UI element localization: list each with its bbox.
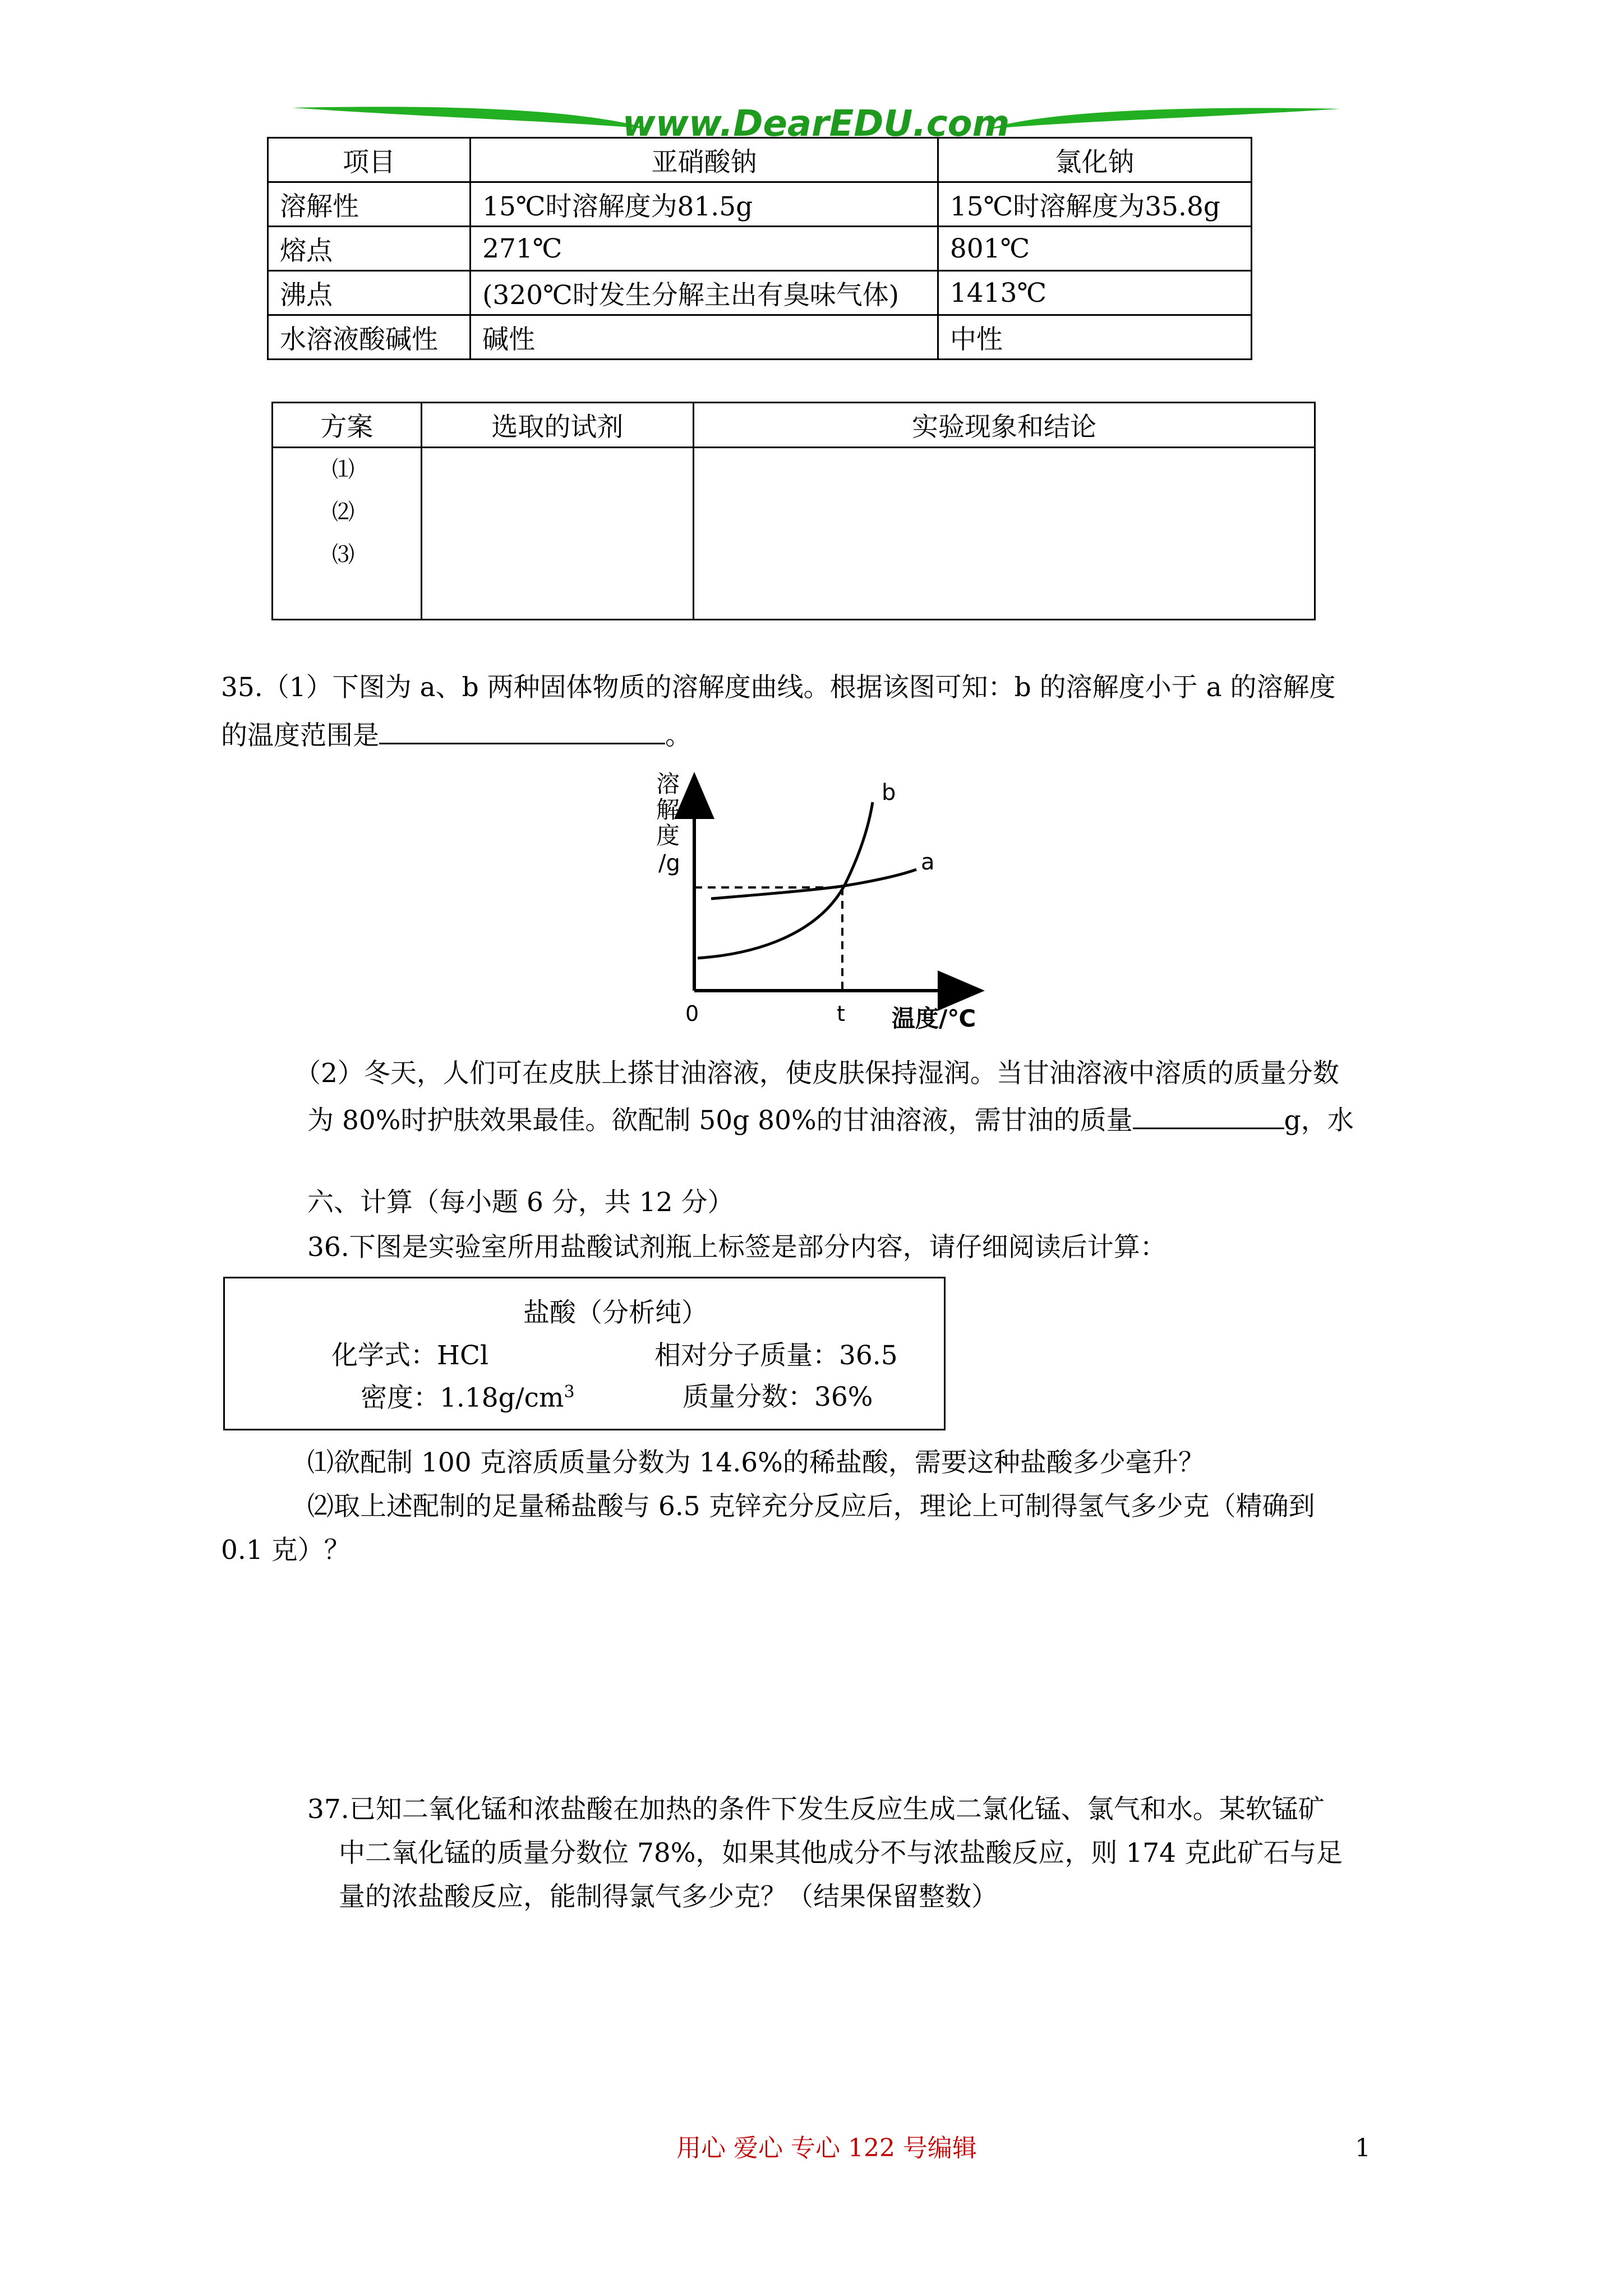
- label-molar-mass: 相对分子质量：36.5: [654, 1340, 898, 1371]
- reagent-blank-cell: [421, 448, 693, 620]
- answer-blank: [379, 718, 665, 744]
- y-label-char: 度: [656, 822, 680, 849]
- label-formula: 化学式：HCl: [331, 1340, 488, 1371]
- curve-b: [698, 802, 873, 958]
- experiment-table: [271, 402, 1316, 620]
- table2-header-reagent: 选取的试剂: [421, 403, 693, 448]
- table2-header-result: 实验现象和结论: [694, 403, 1315, 448]
- q37-line2: 中二氧化锰的质量分数位 78%，如果其他成分不与浓盐酸反应，则 174 克此矿石与足: [339, 1838, 1343, 1869]
- t-label: t: [837, 1001, 845, 1026]
- q36-2-line1: ⑵取上述配制的足量稀盐酸与 6.5 克锌充分反应后，理论上可制得氢气多少克（精确到: [307, 1491, 1315, 1522]
- label-title: 盐酸（分析纯）: [523, 1297, 708, 1328]
- page-number: 1: [1355, 2134, 1371, 2162]
- table1-cell: 中性: [938, 315, 1251, 360]
- result-blank-cell: [694, 448, 1315, 620]
- origin-label: 0: [685, 1001, 699, 1026]
- q35-part2-line2: 为 80%时护肤效果最佳。欲配制 50g 80%的甘油溶液，需甘油的质量 g，水: [307, 1103, 1354, 1134]
- footer-text: 用心 爱心 专心 122 号编辑: [676, 2134, 977, 2162]
- section6-title: 六、计算（每小题 6 分，共 12 分）: [307, 1187, 734, 1218]
- reagent-label-box: [223, 1277, 946, 1430]
- y-label-char: /g: [658, 850, 680, 876]
- table1-header-nano2: 亚硝酸钠: [471, 138, 938, 182]
- scheme-3: ⑶: [332, 542, 354, 568]
- label-density: 密度：$1.18g/cm^3$: [361, 1382, 575, 1414]
- scheme-list-cell: [273, 448, 422, 620]
- curve-a: [711, 869, 916, 899]
- table1-cell: 801℃: [938, 227, 1251, 271]
- table2-header-scheme: 方案: [273, 403, 422, 448]
- scheme-1: ⑴: [332, 457, 354, 482]
- q35-part1-line2: 的温度范围是 。: [221, 718, 691, 749]
- y-label-char: 解: [656, 796, 680, 823]
- table1-cell: 271℃: [471, 227, 938, 271]
- table1-cell: 熔点: [268, 227, 471, 271]
- left-swoosh: [292, 107, 651, 129]
- comparison-table: [267, 137, 1252, 360]
- q35-part1-line1: 35.（1）下图为 a、b 两种固体物质的溶解度曲线。根据该图可知：b 的溶解度小于 a 的溶解度: [221, 672, 1336, 703]
- table1-cell: 15℃时溶解度为81.5g: [471, 182, 938, 227]
- curve-a-label: a: [921, 849, 935, 875]
- table1-header-item: 项目: [268, 138, 471, 182]
- table1-cell: 溶解性: [268, 182, 471, 227]
- table1-cell: 碱性: [471, 315, 938, 360]
- table1-header-nacl: 氯化钠: [938, 138, 1251, 182]
- table1-cell: (320℃时发生分解主出有臭味气体): [471, 271, 938, 315]
- right-swoosh: [987, 108, 1340, 130]
- solubility-chart: [651, 769, 998, 1038]
- q37-line3: 量的浓盐酸反应，能制得氯气多少克？（结果保留整数）: [339, 1881, 998, 1912]
- q36-intro: 36.下图是实验室所用盐酸试剂瓶上标签是部分内容，请仔细阅读后计算：: [307, 1232, 1166, 1263]
- q36-2-line2: 0.1 克）？: [221, 1535, 351, 1566]
- table1-cell: 沸点: [268, 271, 471, 315]
- q36-1: ⑴欲配制 100 克溶质质量分数为 14.6%的稀盐酸，需要这种盐酸多少毫升？: [307, 1447, 1205, 1478]
- scheme-2: ⑵: [332, 499, 354, 525]
- q35-part2-line1: （2）冬天，人们可在皮肤上搽甘油溶液，使皮肤保持湿润。当甘油溶液中溶质的质量分数: [294, 1058, 1339, 1089]
- curve-b-label: b: [882, 780, 896, 806]
- table1-cell: 水溶液酸碱性: [268, 315, 471, 360]
- x-axis-label: 温度/℃: [892, 1005, 976, 1032]
- y-label-char: 溶: [656, 770, 680, 798]
- table1-cell: 15℃时溶解度为35.8g: [938, 182, 1251, 227]
- table1-cell: 1413℃: [938, 271, 1251, 315]
- label-mass-fraction: 质量分数：36%: [683, 1382, 873, 1412]
- logo-text: www.DearEDU.com: [622, 103, 1010, 144]
- answer-blank: [1133, 1103, 1284, 1129]
- q37-line1: 37.已知二氧化锰和浓盐酸在加热的条件下发生反应生成二氯化锰、氯气和水。某软锰矿: [307, 1794, 1325, 1825]
